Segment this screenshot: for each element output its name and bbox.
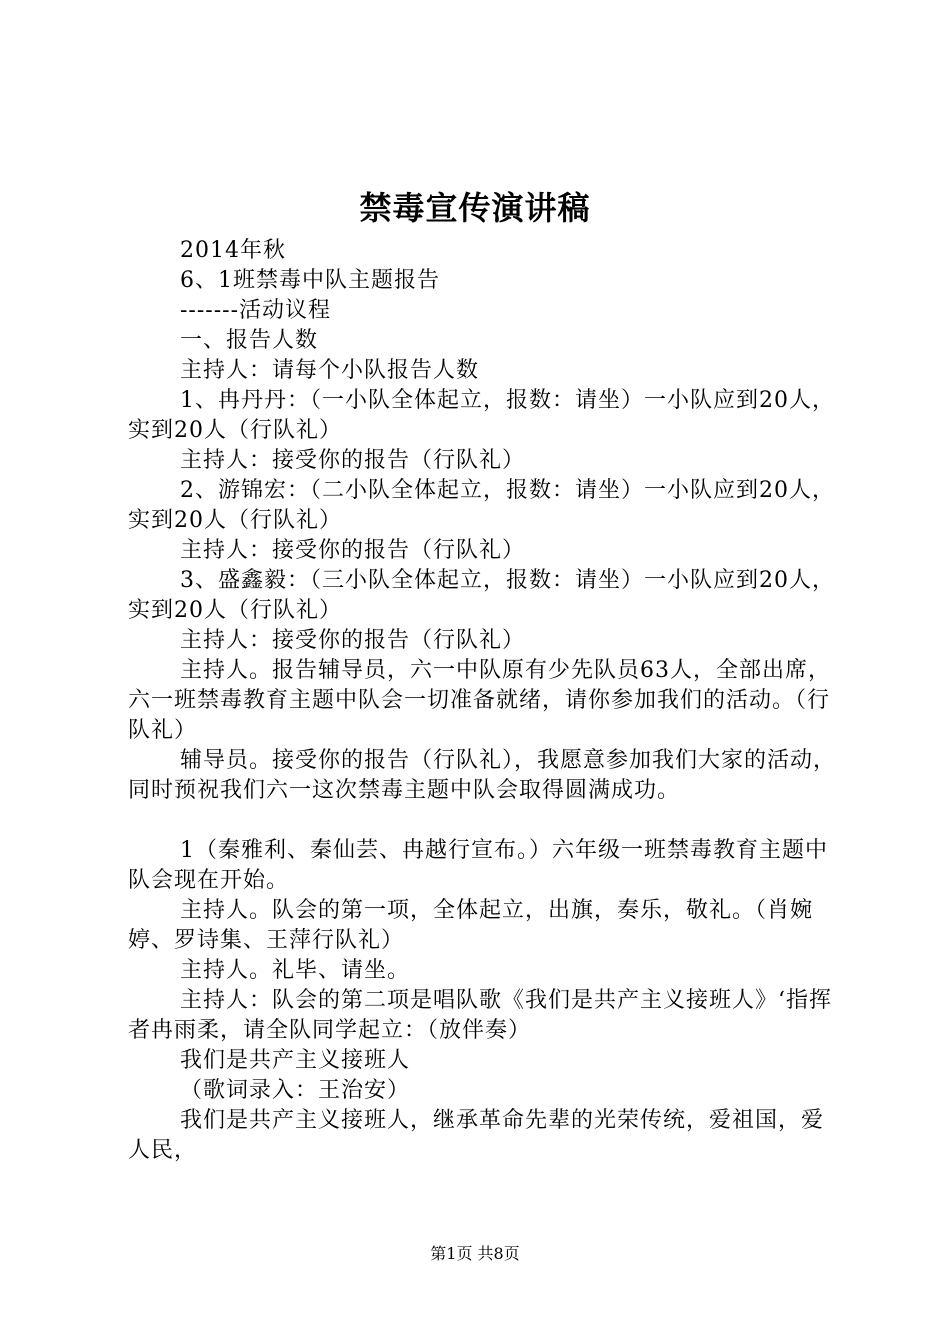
- paragraph-song-title: 我们是共产主义接班人: [180, 1048, 411, 1073]
- paragraph-host-accept-2: 主持人：接受你的报告（行队礼）: [180, 538, 526, 563]
- paragraph-song-intro: 主持人：队会的第二项是唱队歌《我们是共产主义接班人》‘指挥者冉雨柔，请全队同学起立：（放伴奏）: [128, 988, 832, 1043]
- paragraph-report-title: 6、1班禁毒中队主题报告: [180, 268, 440, 293]
- paragraph-squad-one: 1、冉丹丹：（一小队全体起立，报数：请坐）一小队应到20人，实到20人（行队礼）: [128, 388, 835, 443]
- paragraph-agenda: -------活动议程: [180, 298, 332, 323]
- paragraph-sit-down: 主持人。礼毕、请坐。: [180, 958, 411, 983]
- paragraph-lyrics: 我们是共产主义接班人，继承革命先辈的光荣传统，爱祖国，爱人民，: [128, 1108, 825, 1163]
- paragraph-flag-ceremony: 主持人。队会的第一项，全体起立，出旗，奏乐，敬礼。（肖婉婷、罗诗集、王萍行队礼）: [128, 898, 814, 953]
- paragraph-gap: [128, 806, 838, 836]
- paragraph-counselor: 辅导员。接受你的报告（行队礼），我愿意参加我们大家的活动，同时预祝我们六一这次禁毒主题中队会取得圆满成功。: [128, 748, 837, 803]
- paragraph-squad-three: 3、盛鑫毅：（三小队全体起立，报数：请坐）一小队应到20人，实到20人（行队礼）: [128, 568, 835, 623]
- paragraph-announcement: 1（秦雅利、秦仙芸、冉越行宣布。）六年级一班禁毒教育主题中队会现在开始。: [128, 838, 828, 893]
- paragraph-section-one: 一、报告人数: [180, 328, 319, 353]
- paragraph-host-accept-1: 主持人：接受你的报告（行队礼）: [180, 448, 526, 473]
- paragraph-host-request: 主持人：请每个小队报告人数: [180, 358, 480, 383]
- paragraph-squad-two: 2、游锦宏：（二小队全体起立，报数：请坐）一小队应到20人，实到20人（行队礼）: [128, 478, 835, 533]
- paragraph-date: 2014年秋: [180, 238, 286, 263]
- document-body: [128, 236, 838, 1166]
- paragraph-host-report: 主持人。报告辅导员，六一中队原有少先队员63人，全部出席，六一班禁毒教育主题中队会一切准备就绪，请你参加我们的活动。（行队礼）: [128, 658, 831, 743]
- page-footer: 第1页 共8页: [430, 1244, 520, 1263]
- paragraph-lyrics-credit: （歌词录入：王治安）: [180, 1078, 411, 1103]
- paragraph-host-accept-3: 主持人：接受你的报告（行队礼）: [180, 628, 526, 653]
- document-title: 禁毒宣传演讲稿: [359, 189, 591, 227]
